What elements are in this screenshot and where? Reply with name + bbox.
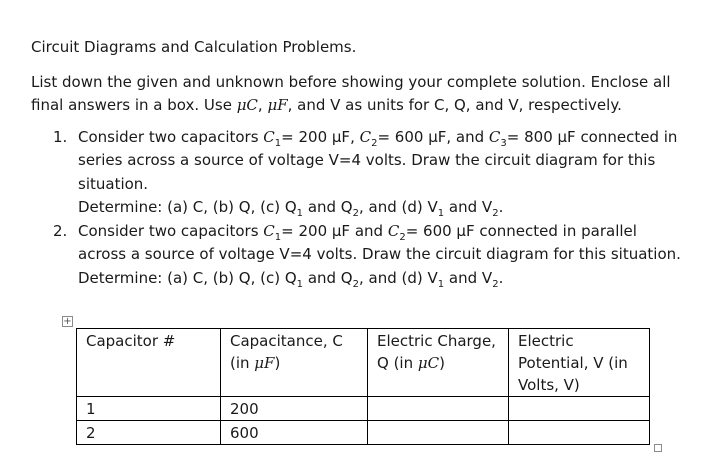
header-capacitor[interactable]: Capacitor # <box>77 329 221 397</box>
table-row <box>77 421 650 445</box>
problem-1-determine: Determine: (a) C, (b) Q, (c) $Q_1$ and $Q_2$, and (d) $V_1$ and $V_2$. <box>78 198 504 219</box>
table-cell[interactable] <box>509 397 650 421</box>
problem-list <box>31 126 681 291</box>
problem-2-determine: Determine: (a) C, (b) Q, (c) $Q_1$ and $Q_2$, and (d) $V_1$ and $V_2$. <box>78 268 504 290</box>
table-header-row <box>77 329 650 397</box>
header-potential[interactable]: Electric Potential, V (in Volts, V) <box>509 329 650 397</box>
instructions-paragraph: List down the given and unknown before showing your complete solution. Enclose all final answers in a box. Use μC, μF, and V as units for C, Q, and V, respectively. <box>31 72 671 114</box>
resize-handle-icon[interactable] <box>654 444 662 452</box>
problem-2: 2. Consider two capacitors $C_1= 200$ μF and $C_2= 600$ μF connected in parallel across a source of voltage V=4 volts. Draw the circuit diagram for this situation. <box>53 221 681 263</box>
table-cell[interactable] <box>368 397 509 421</box>
problem-1: 1. Consider two capacitors $C_1= 200$ μF, $C_2= 600$ μF, and $C_3= 800$ μF connected in series across a source of voltage V=4 volts. Draw the circuit diagram for this situation. <box>53 127 678 193</box>
table-cell[interactable]: 1 <box>77 397 221 421</box>
table-cell[interactable] <box>509 421 650 445</box>
problem-2-number: 2. <box>53 221 68 240</box>
table-cell[interactable]: 200 <box>221 397 368 421</box>
table-cell[interactable]: 600 <box>221 421 368 445</box>
header-charge[interactable]: Electric Charge, Q (in μC) <box>368 329 509 397</box>
data-table <box>76 328 650 445</box>
table-cell[interactable]: 2 <box>77 421 221 445</box>
table-row <box>77 397 650 421</box>
table-cell[interactable] <box>368 421 509 445</box>
document-title: Circuit Diagrams and Calculation Problems. <box>31 38 357 56</box>
document-body <box>31 36 681 290</box>
problem-1-number: 1. <box>53 127 68 146</box>
header-capacitance[interactable]: Capacitance, C (in μF) <box>221 329 368 397</box>
move-handle-icon[interactable]: + <box>63 316 72 327</box>
